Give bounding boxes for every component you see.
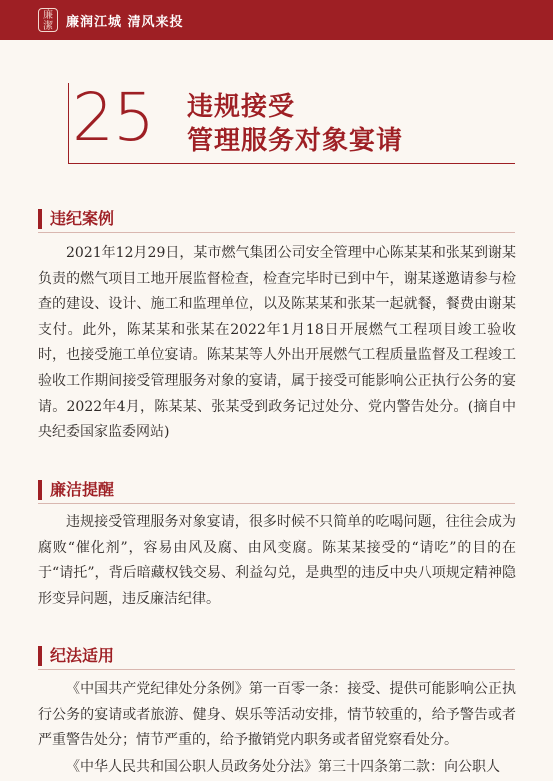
section-divider xyxy=(38,669,515,670)
header-bar xyxy=(0,0,553,40)
header-slogan: 廉润江城 清风来投 xyxy=(66,15,184,30)
reminder-paragraph: 违规接受管理服务对象宴请，很多时候不只简单的吃喝问题，往往会成为腐败“催化剂”，容易由风及腐、由风变腐。陈某某接受的“请吃”的目的在于“请托”，背后暗藏权钱交易、利益勾兑，是典型的违反中央八项规定精神隐形变异问题，违反廉洁纪律。 xyxy=(38,514,516,607)
section-heading-case: 违纪案例 xyxy=(38,209,114,229)
section-heading-law: 纪法适用 xyxy=(38,646,114,666)
section-divider xyxy=(38,503,515,504)
section-divider xyxy=(38,232,515,233)
title-underline xyxy=(172,163,515,164)
law-paragraph-1: 《中国共产党纪律处分条例》第一百零一条：接受、提供可能影响公正执行公务的宴请或者旅游、健身、娱乐等活动安排，情节较重的，给予警告或者严重警告处分；情节严重的，给予撤销党内职务或者留党察看处分。 xyxy=(38,681,516,749)
section-heading-reminder: 廉洁提醒 xyxy=(38,480,114,500)
article-number: 25 xyxy=(72,79,154,156)
case-paragraph: 2021年12月29日，某市燃气集团公司安全管理中心陈某某和张某到谢某负责的燃气项目工地开展监督检查，检查完毕时已到中午，谢某遂邀请参与检查的建设、设计、施工和监理单位，以及陈某某和张某一起就餐，餐费由谢某支付。此外，陈某某和张某在2022年1月18日开展燃气工程项目竣工验收时，也接受施工单位宴请。陈某某等人外出开展燃气工程质量监督及工程竣工验收工作期间接受管理服务对象的宴请，属于接受可能影响公正执行公务的宴请。2022年4月，陈某某、张某受到政务记过处分、党内警告处分。(摘自中央纪委国家监委网站) xyxy=(38,245,516,441)
seal-logo-icon: 廉潔 xyxy=(38,8,58,32)
title-line-2: 管理服务对象宴请 xyxy=(187,126,404,156)
article-title xyxy=(187,90,403,158)
law-paragraph-2: 《中华人民共和国公职人员政务处分法》第三十四条第二款：向公职人 xyxy=(66,759,500,775)
title-line-1: 违规接受 xyxy=(187,92,296,122)
